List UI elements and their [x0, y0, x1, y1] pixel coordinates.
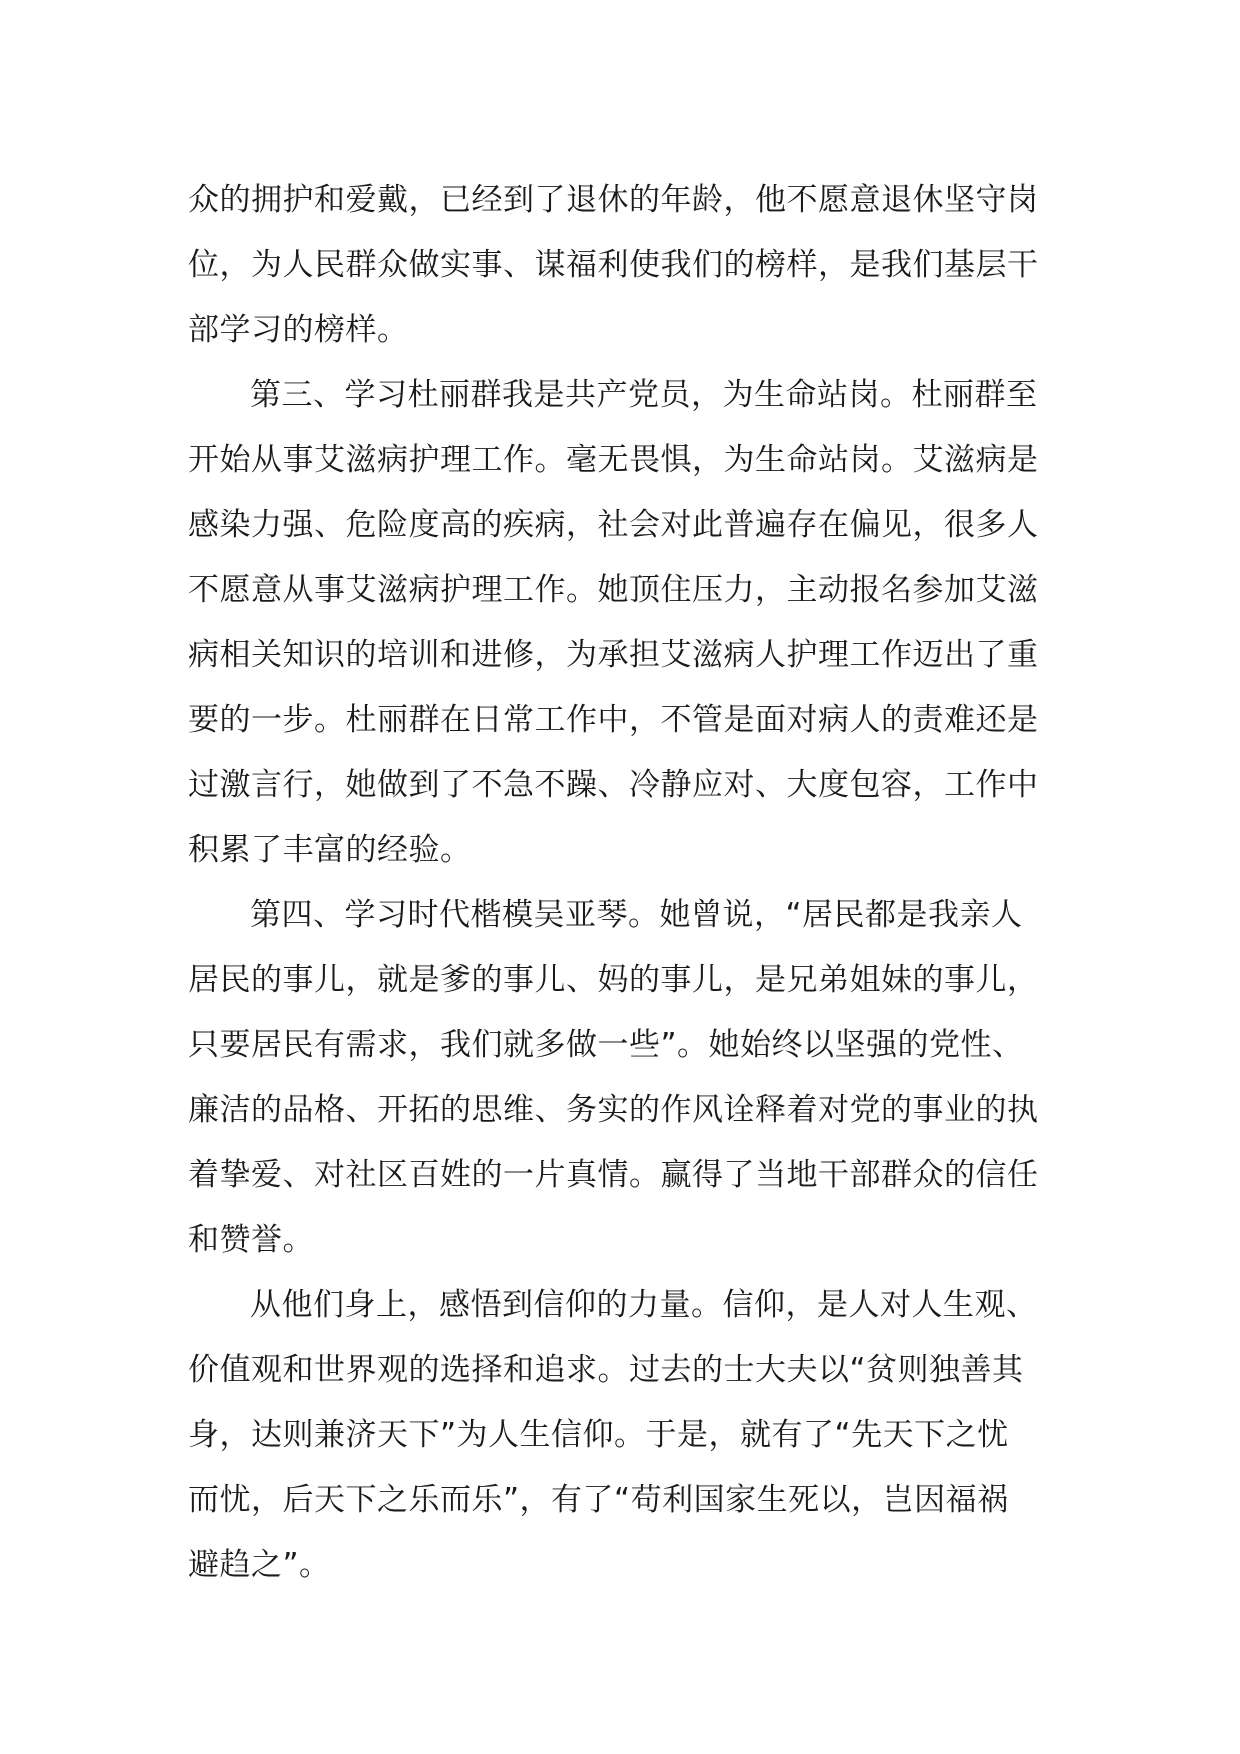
- text-line: 居民的事儿，就是爹的事儿、妈的事儿，是兄弟姐妹的事儿，: [188, 962, 1039, 998]
- text-line: 众的拥护和爱戴，已经到了退休的年龄，他不愿意退休坚守岗: [188, 182, 1039, 218]
- text-line: 第三、学习杜丽群我是共产党员，为生命站岗。杜丽群至: [250, 377, 1038, 413]
- text-line: 开始从事艾滋病护理工作。毫无畏惧，为生命站岗。艾滋病是: [188, 442, 1039, 478]
- document-body: [188, 168, 1058, 1598]
- text-line: 感染力强、危险度高的疾病，社会对此普遍存在偏见，很多人: [188, 507, 1039, 543]
- text-line: 第四、学习时代楷模吴亚琴。她曾说，“居民都是我亲人: [250, 897, 1023, 933]
- text-line: 积累了丰富的经验。: [188, 832, 472, 868]
- text-line: 只要居民有需求，我们就多做一些”。她始终以坚强的党性、: [188, 1027, 1024, 1063]
- paragraph: [188, 168, 1058, 363]
- text-line: 着挚爱、对社区百姓的一片真情。赢得了当地干部群众的信任: [188, 1157, 1039, 1193]
- paragraph: [188, 883, 1058, 1273]
- text-line: 病相关知识的培训和进修，为承担艾滋病人护理工作迈出了重: [188, 637, 1039, 673]
- text-line: 不愿意从事艾滋病护理工作。她顶住压力，主动报名参加艾滋: [188, 572, 1039, 608]
- text-line: 和赞誉。: [188, 1222, 314, 1258]
- paragraph: [188, 1273, 1058, 1598]
- text-line: 避趋之”。: [188, 1547, 331, 1583]
- text-line: 从他们身上，感悟到信仰的力量。信仰，是人对人生观、: [250, 1287, 1038, 1323]
- text-line: 部学习的榜样。: [188, 312, 409, 348]
- paragraph: [188, 363, 1058, 883]
- text-line: 位，为人民群众做实事、谋福利使我们的榜样，是我们基层干: [188, 247, 1039, 283]
- text-line: 廉洁的品格、开拓的思维、务实的作风诠释着对党的事业的执: [188, 1092, 1039, 1128]
- text-line: 过激言行，她做到了不急不躁、冷静应对、大度包容，工作中: [188, 767, 1039, 803]
- text-line: 而忧，后天下之乐而乐”，有了“苟利国家生死以，岂因福祸: [188, 1482, 1009, 1518]
- text-line: 身，达则兼济天下”为人生信仰。于是，就有了“先天下之忧: [188, 1417, 1009, 1453]
- text-line: 要的一步。杜丽群在日常工作中，不管是面对病人的责难还是: [188, 702, 1039, 738]
- text-line: 价值观和世界观的选择和追求。过去的士大夫以“贫则独善其: [188, 1352, 1024, 1388]
